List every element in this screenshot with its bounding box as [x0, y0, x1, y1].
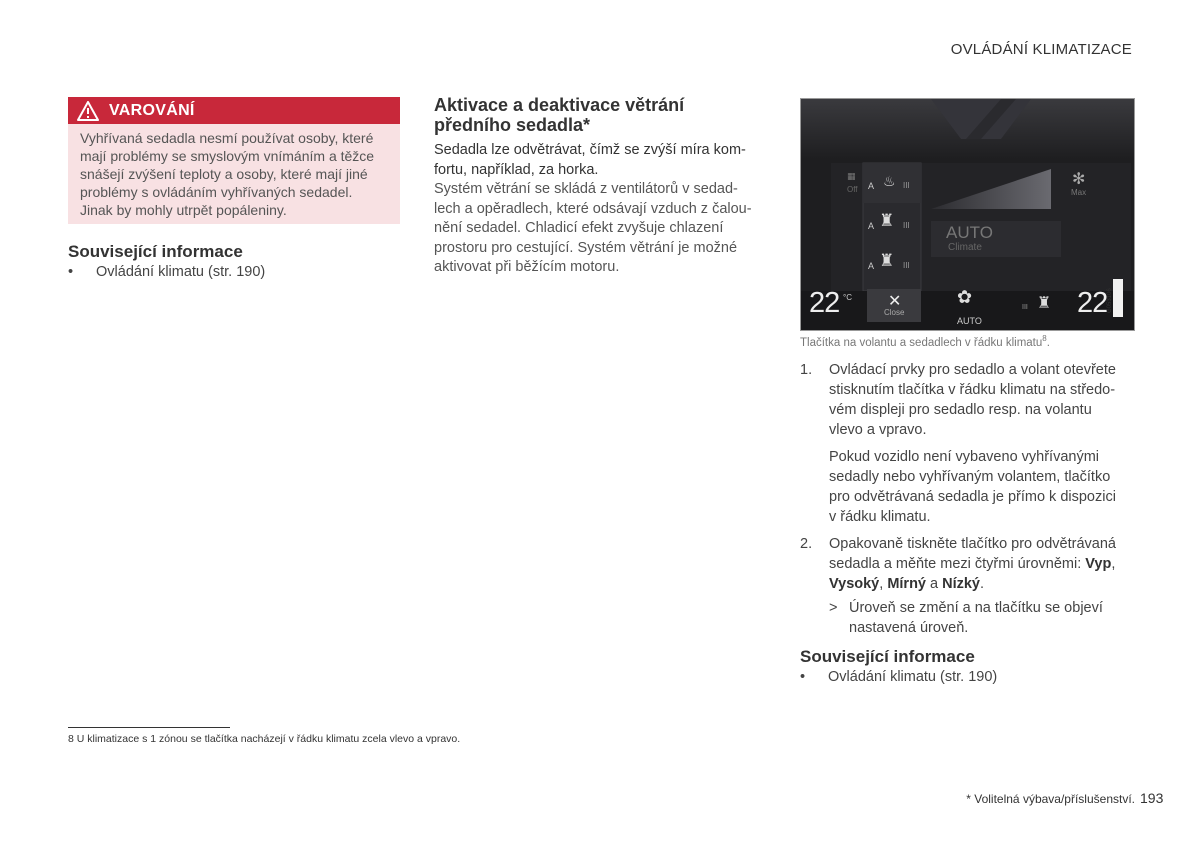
auto-climate-label: AUTO: [946, 223, 993, 242]
seat-heat-icon[interactable]: ♜: [879, 211, 895, 230]
fan-icon: ✻: [1072, 171, 1086, 188]
step-2: 2. Opakovaně tiskněte tlačítko pro odvětrávaná sedadla a měňte mezi čtyřmi úrovněmi: Vyp, Vysoký, Mírný a Nízký. > Úroveň se změní a na tlačítku se objeví nastavená úroveň.: [800, 534, 1130, 638]
image-caption: Tlačítka na volantu a sedadlech v řádku klimatu$^8$.: [800, 334, 1050, 349]
warning-title: VAROVÁNÍ: [109, 101, 195, 119]
section-title: OVLÁDÁNÍ KLIMATIZACE: [950, 41, 1132, 58]
off-label: Off: [847, 185, 858, 194]
warning-line: problémy s ovládáním vyhřívaných sedadel.: [80, 184, 353, 200]
warning-line: Vyhřívaná sedadla nesmí používat osoby, které: [80, 130, 374, 146]
auto-indicator: A: [868, 261, 875, 271]
close-label: Close: [884, 308, 905, 317]
related-link-left[interactable]: • Ovládání klimatu (str. 190): [68, 264, 266, 280]
temperature-left[interactable]: 22: [809, 287, 840, 319]
warning-body: [68, 124, 400, 224]
warning-line: Jinak by mohly utrpět popáleniny.: [80, 202, 287, 218]
close-icon[interactable]: ✕: [888, 293, 902, 310]
warning-header: [68, 97, 400, 124]
auto-indicator: A: [868, 181, 875, 191]
warning-line: mají problémy se smyslovým vnímáním a těžce: [80, 148, 375, 164]
level-bars: III: [903, 181, 910, 190]
climate-label: Climate: [948, 242, 982, 253]
max-label: Max: [1071, 188, 1087, 197]
section-heading: Aktivace a deaktivace větrání předního sedadla*: [434, 95, 685, 135]
instruction-list: [800, 360, 1130, 638]
related-info-heading-right: Související informace: [800, 647, 975, 666]
optional-equipment-note: * Volitelná výbava/příslušenství.: [966, 792, 1135, 806]
level-bars: III: [1022, 304, 1028, 311]
auto-button-label[interactable]: AUTO: [957, 316, 982, 326]
auto-indicator: A: [868, 221, 875, 231]
related-info-heading-left: Související informace: [68, 242, 243, 261]
level-bars: III: [903, 261, 910, 270]
seat-ventilation-icon[interactable]: ♜: [879, 251, 895, 270]
related-link-right[interactable]: • Ovládání klimatu (str. 190): [800, 669, 998, 685]
step-result: > Úroveň se změní a na tlačítku se objeví nastavená úroveň.: [829, 600, 1103, 636]
temperature-unit: °C: [843, 293, 852, 302]
step-1: 1. Ovládací prvky pro sedadlo a volant otevřete stisknutím tlačítka v řádku klimatu na středo- vém displeji pro sedadlo resp. na volantu vlevo a vpravo. Pokud vozidlo není vybaveno vyhřívanými sedadly nebo vyhřívaným volantem, tlačítko pro odvětrávaná sedadla je přímo k dispozici v řádku klimatu.: [800, 362, 1116, 525]
warning-line: snášejí zvýšení teploty a osoby, které mají jiné: [80, 166, 368, 182]
section-body: Systém větrání se skládá z ventilátorů v sedad- lech a opěradlech, které odsávají vzduch z čalou- nění sedadel. Chladicí efekt zvyšuje chlazení prostoru pro cestující. Systém větrání je možné aktivovat při běžícím motoru.: [434, 181, 752, 275]
section-lead: Sedadla lze odvětrávat, čímž se zvýší míra kom- fortu, například, za horka.: [434, 142, 746, 178]
level-bars: III: [903, 221, 910, 230]
footnote-divider: [68, 727, 230, 728]
defrost-icon: ▦: [847, 171, 856, 181]
page-number: 193: [1140, 790, 1164, 806]
airflow-icon[interactable]: ✿: [957, 287, 973, 307]
climate-display-image: [800, 98, 1135, 331]
steering-wheel-heat-icon[interactable]: ♨: [883, 173, 896, 189]
seat-heat-right-icon[interactable]: ♜: [1037, 295, 1052, 312]
footnote: 8 U klimatizace s 1 zónou se tlačítka nacházejí v řádku klimatu zcela vlevo a vpravo.: [68, 733, 461, 745]
temperature-right[interactable]: 22: [1077, 287, 1108, 319]
warning-icon: [77, 101, 99, 121]
image-code: G053106: [1107, 288, 1113, 313]
